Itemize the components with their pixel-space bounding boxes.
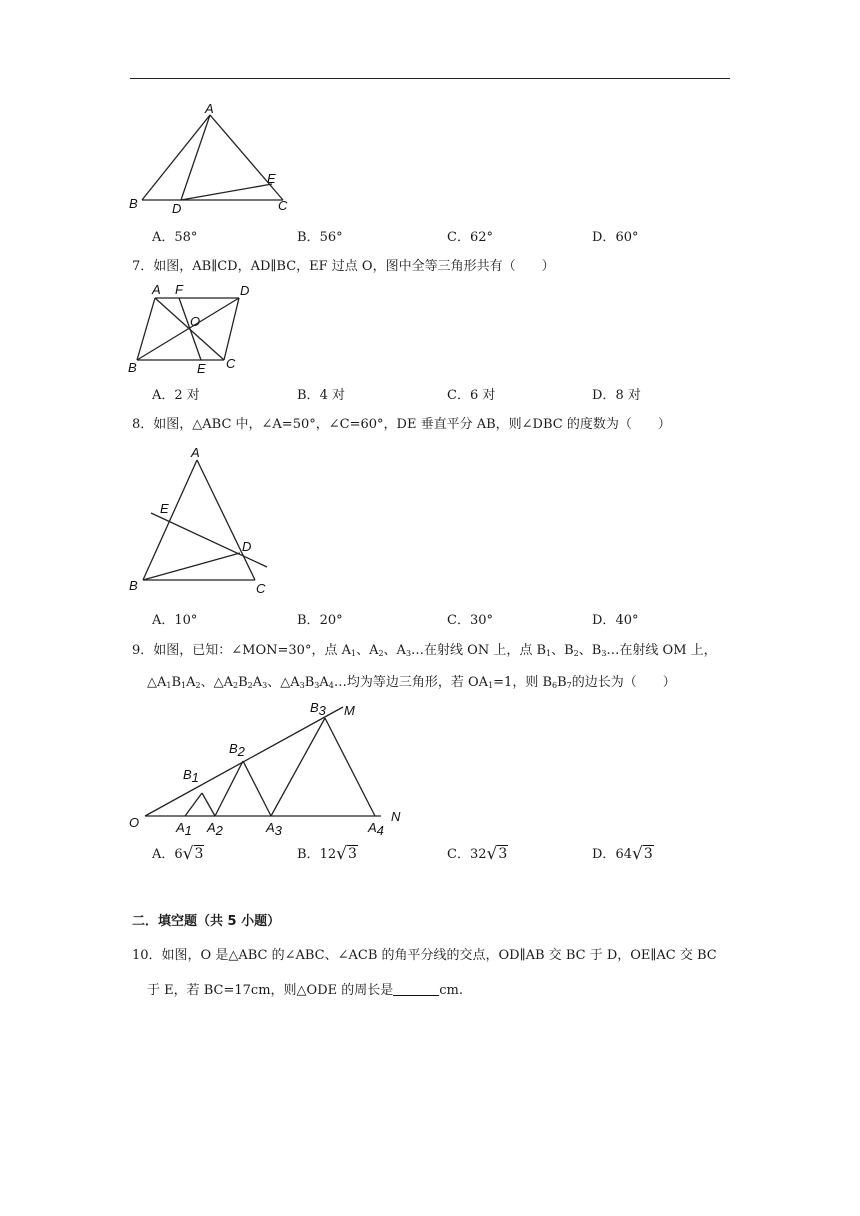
q7-option-d[interactable]: [592, 384, 641, 403]
option-value: 62°: [469, 230, 493, 245]
q8-label-d: D: [242, 539, 252, 554]
option-letter: C．: [447, 388, 470, 403]
option-letter: B．: [297, 847, 320, 862]
q9-text-line1: 9．如图，已知：∠MON=30°，点 $A_1$、$A_2$、$A_3\dots$在射线 ON 上，点 $B_1$、$B_2$、$B_3\dots$在射线 OM 上，: [132, 643, 717, 658]
q9-option-c[interactable]: [447, 843, 508, 863]
sqrt-symbol: √3: [486, 844, 508, 864]
q7-figure: [125, 280, 260, 375]
option-value: 58°: [174, 230, 198, 245]
q7-label-b: B: [128, 360, 137, 375]
q6-option-d[interactable]: [592, 226, 638, 245]
q7-label-d: D: [240, 283, 250, 298]
q8-label-b: B: [129, 578, 138, 593]
q7-option-c[interactable]: [447, 384, 495, 403]
q8-label-e: E: [160, 501, 169, 516]
option-value: 20°: [319, 613, 343, 628]
sqrt-symbol: √3: [336, 844, 357, 864]
q9-label-b2: B2: [229, 741, 245, 759]
q8-label-a: A: [191, 445, 200, 460]
q9-option-a[interactable]: [152, 843, 204, 863]
option-letter: B．: [297, 230, 320, 245]
q8-label-c: C: [256, 581, 266, 596]
option-value: 56°: [319, 230, 343, 245]
option-coef: 6: [174, 847, 183, 862]
option-letter: A．: [152, 388, 175, 403]
option-letter: A．: [152, 230, 175, 245]
q9-option-b[interactable]: [297, 843, 358, 863]
option-letter: A．: [152, 613, 175, 628]
q8-option-b[interactable]: [297, 609, 343, 628]
q7-label-c: C: [226, 356, 236, 371]
q6-option-a[interactable]: [152, 226, 197, 245]
q7-option-b[interactable]: [297, 384, 345, 403]
q7-label-a: A: [152, 282, 161, 297]
q7-option-a[interactable]: [152, 384, 200, 403]
option-value: 40°: [615, 613, 639, 628]
option-value: 60°: [615, 230, 639, 245]
option-value: 6 对: [469, 388, 496, 403]
q9-text-line2: $\triangle A_1B_1A_2$、$\triangle A_2B_2A_3$、$\triangle A_3B_3A_4\dots$均为等边三角形，若 $OA_1=1$，则 $B_6B_7$的边长为（ ）: [147, 675, 676, 690]
q8-option-a[interactable]: [152, 609, 197, 628]
q9-label-m: M: [344, 703, 355, 718]
q9-label-b1: B1: [183, 767, 199, 785]
q8-figure: [125, 440, 280, 600]
q6-figure: [125, 100, 300, 215]
option-coef: 32: [469, 847, 487, 862]
q6-label-c: C: [278, 198, 288, 213]
q9-figure: [125, 695, 415, 840]
q9-label-b3: B3: [310, 700, 326, 718]
option-value: 30°: [469, 613, 493, 628]
q9-label-n: N: [391, 809, 401, 824]
option-letter: C．: [447, 847, 470, 862]
q8-option-d[interactable]: [592, 609, 638, 628]
q7-label-e: E: [197, 361, 206, 375]
q9-label-o: O: [129, 815, 140, 830]
option-coef: 12: [319, 847, 337, 862]
q7-label-f: F: [175, 282, 183, 297]
sqrt-symbol: √3: [182, 844, 204, 864]
q6-label-d: D: [172, 201, 182, 215]
q6-label-a: A: [205, 101, 214, 116]
q8-option-c[interactable]: [447, 609, 493, 628]
option-letter: A．: [152, 847, 175, 862]
header-rule: [130, 78, 730, 79]
option-value: 8 对: [615, 388, 641, 403]
option-letter: C．: [447, 230, 470, 245]
option-letter: D．: [592, 613, 616, 628]
q6-label-e: E: [267, 171, 276, 186]
q6-option-b[interactable]: [297, 226, 343, 245]
q10-text-line1: 10．如图，O 是△ABC 的∠ABC、∠ACB 的角平分线的交点，OD∥AB 交 BC 于 D，OE∥AC 交 BC: [132, 948, 717, 963]
option-coef: 64: [615, 847, 632, 862]
q8-text: 8．如图，△ABC 中，∠A=50°，∠C=60°，DE 垂直平分 AB，则∠DBC 的度数为（ ）: [132, 417, 671, 432]
q6-option-c[interactable]: [447, 226, 493, 245]
q9-label-a4: A4: [368, 820, 384, 838]
q6-label-b: B: [129, 196, 138, 211]
q7-text: 7．如图，AB∥CD，AD∥BC，EF 过点 O，图中全等三角形共有（ ）: [132, 259, 555, 274]
q7-label-o: O: [190, 314, 201, 329]
q9-label-a1: A1: [176, 820, 192, 838]
option-letter: B．: [297, 613, 320, 628]
option-letter: D．: [592, 847, 616, 862]
q9-label-a2: A2: [207, 820, 223, 838]
q9-label-a3: A3: [266, 820, 282, 838]
option-letter: B．: [297, 388, 320, 403]
option-letter: D．: [592, 388, 616, 403]
option-letter: C．: [447, 613, 470, 628]
option-value: 2 对: [174, 388, 200, 403]
sqrt-symbol: √3: [631, 844, 653, 864]
q9-option-d[interactable]: [592, 843, 654, 863]
option-letter: D．: [592, 230, 616, 245]
answer-blank[interactable]: [393, 982, 439, 996]
section-heading: 二．填空题（共 5 小题）: [132, 914, 281, 929]
q10-text-line2: 于 E，若 BC=17cm，则△ODE 的周长是 cm.: [147, 983, 463, 998]
option-value: 4 对: [319, 388, 345, 403]
option-value: 10°: [174, 613, 198, 628]
